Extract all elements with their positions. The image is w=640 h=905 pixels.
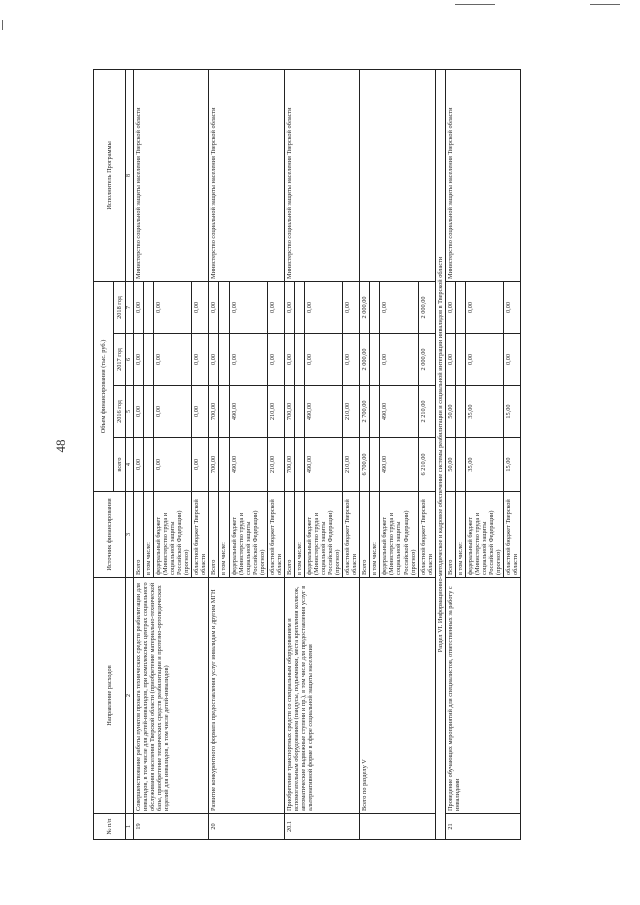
- header-2016: 2016 год: [114, 386, 126, 438]
- source-cell: в том числе:: [219, 492, 229, 578]
- value-cell: 700,00: [284, 438, 294, 492]
- source-cell: областной бюджет Тверской области: [192, 492, 209, 578]
- row-number: 21: [445, 814, 520, 840]
- value-cell: 50,00: [445, 386, 455, 438]
- value-cell: 0,00: [445, 281, 455, 333]
- row-direction: Совершенствование работы пунктов проката технических средств реабилитации для инвалидов, в том числе для детей-инвалидов, при комплексных центрах социального обслуживания населения Тверской области (приобретение материально-технической базы, приобретение технических средств реабилитации и протезно-ортопедических изделий для инвалидов, в том числе детей-инвалидов): [134, 578, 209, 814]
- value-cell: 0,00: [267, 281, 284, 333]
- value-cell: 490,00: [304, 438, 342, 492]
- value-cell: 2 000,00: [418, 334, 435, 386]
- rotated-table-container: [93, 70, 520, 840]
- source-cell: в том числе:: [370, 492, 380, 578]
- value-cell: [455, 334, 465, 386]
- header-source: Источник финансирования: [94, 492, 126, 578]
- value-cell: 15,00: [504, 438, 521, 492]
- value-cell: 210,00: [343, 386, 360, 438]
- source-cell: в том числе:: [294, 492, 304, 578]
- value-cell: 0,00: [154, 386, 192, 438]
- source-cell: Всего: [284, 492, 294, 578]
- value-cell: [219, 386, 229, 438]
- source-cell: федеральный бюджет (Министерство труда и социальной защиты Российской Федерации) (прогноз): [304, 492, 342, 578]
- value-cell: 35,00: [465, 386, 503, 438]
- value-cell: 0,00: [504, 281, 521, 333]
- value-cell: 210,00: [267, 386, 284, 438]
- value-cell: 0,00: [154, 281, 192, 333]
- value-cell: 15,00: [504, 386, 521, 438]
- source-cell: Всего: [209, 492, 219, 578]
- value-cell: [370, 386, 380, 438]
- financing-table: [93, 69, 521, 840]
- value-cell: 2 000,00: [360, 281, 370, 333]
- header-2017: 2017 год: [114, 334, 126, 386]
- executor-cell: Министерство социальной защиты населения Тверской области: [284, 69, 359, 281]
- value-cell: [294, 386, 304, 438]
- value-cell: 700,00: [284, 386, 294, 438]
- value-cell: [455, 386, 465, 438]
- value-cell: [144, 281, 154, 333]
- value-cell: [370, 334, 380, 386]
- value-cell: 0,00: [229, 281, 267, 333]
- row-number: 20: [209, 814, 284, 840]
- value-cell: 0,00: [284, 334, 294, 386]
- value-cell: 0,00: [304, 334, 342, 386]
- table-row: [134, 69, 144, 839]
- value-cell: 210,00: [343, 438, 360, 492]
- value-cell: [219, 334, 229, 386]
- value-cell: 700,00: [209, 386, 219, 438]
- value-cell: 0,00: [192, 334, 209, 386]
- value-cell: 0,00: [304, 281, 342, 333]
- value-cell: [144, 334, 154, 386]
- header-2018: 2018 год: [114, 281, 126, 333]
- value-cell: [370, 438, 380, 492]
- section-total-label: Всего по разделу V: [360, 578, 435, 814]
- value-cell: 490,00: [380, 386, 418, 438]
- source-cell: областной бюджет Тверской области: [504, 492, 521, 578]
- value-cell: 2 700,00: [360, 386, 370, 438]
- row-direction: Приобретение транспортных средств со специальным оборудованием и вспомогательным оборудованием (пандусы, подъемники, места крепления колясок, автоматические выдвижные ступени и пр.), в том числе для предоставления услуг в альтернативной форме в сфере социальной защиты населения: [284, 578, 359, 814]
- scan-edge-mark: [455, 4, 495, 5]
- source-cell: Всего: [445, 492, 455, 578]
- value-cell: 6 210,00: [418, 438, 435, 492]
- source-cell: Всего: [360, 492, 370, 578]
- value-cell: 0,00: [154, 438, 192, 492]
- source-cell: областной бюджет Тверской области: [343, 492, 360, 578]
- value-cell: 0,00: [229, 334, 267, 386]
- col-index: 8: [126, 69, 134, 281]
- value-cell: 0,00: [209, 281, 219, 333]
- section-heading: Раздел VI. Информационно-методическое и кадровое обеспечение системы реабилитации и социальной интеграции инвалидов в Тверской области: [435, 69, 445, 839]
- value-cell: 2 210,00: [418, 386, 435, 438]
- value-cell: 0,00: [380, 334, 418, 386]
- value-cell: 0,00: [134, 281, 144, 333]
- col-index: 1: [126, 814, 134, 840]
- value-cell: 0,00: [134, 334, 144, 386]
- page-number: 48: [53, 439, 68, 453]
- value-cell: 0,00: [267, 334, 284, 386]
- value-cell: 490,00: [304, 386, 342, 438]
- value-cell: [294, 281, 304, 333]
- value-cell: [294, 438, 304, 492]
- value-cell: 490,00: [380, 438, 418, 492]
- header-direction: Направление расходов: [94, 578, 126, 814]
- value-cell: 0,00: [134, 438, 144, 492]
- value-cell: 0,00: [380, 281, 418, 333]
- header-total: всего: [114, 438, 126, 492]
- value-cell: 0,00: [465, 334, 503, 386]
- value-cell: 490,00: [229, 386, 267, 438]
- source-cell: в том числе:: [455, 492, 465, 578]
- value-cell: 2 000,00: [360, 334, 370, 386]
- col-index: 2: [126, 578, 134, 814]
- value-cell: 210,00: [267, 438, 284, 492]
- value-cell: [219, 281, 229, 333]
- col-index: 4: [126, 438, 134, 492]
- row-direction: Развитие конкурентного формата предоставления услуг инвалидам и другим МГН: [209, 578, 284, 814]
- table-row: [435, 69, 445, 839]
- value-cell: [219, 438, 229, 492]
- value-cell: 0,00: [134, 386, 144, 438]
- value-cell: [144, 438, 154, 492]
- value-cell: 0,00: [192, 386, 209, 438]
- value-cell: 0,00: [154, 334, 192, 386]
- table-row: [284, 69, 294, 839]
- row-direction: Проведение обучающих мероприятий для специалистов, ответственных за работу с инвалидами: [445, 578, 520, 814]
- value-cell: 0,00: [504, 334, 521, 386]
- scan-edge-mark: [2, 20, 3, 30]
- value-cell: 0,00: [465, 281, 503, 333]
- value-cell: 490,00: [229, 438, 267, 492]
- source-cell: федеральный бюджет (Министерство труда и социальной защиты Российской Федерации) (прогноз): [380, 492, 418, 578]
- value-cell: 50,00: [445, 438, 455, 492]
- executor-cell: Министерство социальной защиты населения Тверской области: [209, 69, 284, 281]
- table-row: [360, 69, 370, 839]
- value-cell: 0,00: [343, 334, 360, 386]
- value-cell: 700,00: [209, 438, 219, 492]
- col-index: 6: [126, 334, 134, 386]
- value-cell: 2 000,00: [418, 281, 435, 333]
- col-index: 3: [126, 492, 134, 578]
- value-cell: 0,00: [209, 334, 219, 386]
- source-cell: в том числе:: [144, 492, 154, 578]
- row-number: [360, 814, 435, 840]
- value-cell: [370, 281, 380, 333]
- source-cell: областной бюджет Тверской области: [267, 492, 284, 578]
- scan-edge-mark: [590, 4, 620, 5]
- source-cell: областной бюджет Тверской области: [418, 492, 435, 578]
- executor-cell: Министерство социальной защиты населения Тверской области: [134, 69, 209, 281]
- value-cell: 35,00: [465, 438, 503, 492]
- value-cell: 0,00: [445, 334, 455, 386]
- header-executor: Исполнитель Программы: [94, 69, 126, 281]
- header-volume: Объем финансирования (тыс. руб.): [94, 281, 114, 491]
- value-cell: 0,00: [343, 281, 360, 333]
- col-index: 5: [126, 386, 134, 438]
- value-cell: [294, 334, 304, 386]
- source-cell: федеральный бюджет (Министерство труда и социальной защиты Российской Федерации) (прогноз): [229, 492, 267, 578]
- value-cell: 6 700,00: [360, 438, 370, 492]
- row-number: 19: [134, 814, 209, 840]
- executor-cell: [360, 69, 435, 281]
- table-row: [209, 69, 219, 839]
- value-cell: 0,00: [192, 438, 209, 492]
- value-cell: 0,00: [192, 281, 209, 333]
- header-no: № п/п: [94, 814, 126, 840]
- source-cell: Всего: [134, 492, 144, 578]
- value-cell: [144, 386, 154, 438]
- table-row: [445, 69, 455, 839]
- value-cell: 0,00: [284, 281, 294, 333]
- value-cell: [455, 438, 465, 492]
- row-number: 20.1: [284, 814, 359, 840]
- col-index: 7: [126, 281, 134, 333]
- value-cell: [455, 281, 465, 333]
- source-cell: федеральный бюджет (Министерство труда и социальной защиты Российской Федерации) (прогноз): [465, 492, 503, 578]
- executor-cell: Министерство социальной защиты населения Тверской области: [445, 69, 520, 281]
- source-cell: федеральный бюджет (Министерство труда и социальной защиты Российской Федерации) (прогноз): [154, 492, 192, 578]
